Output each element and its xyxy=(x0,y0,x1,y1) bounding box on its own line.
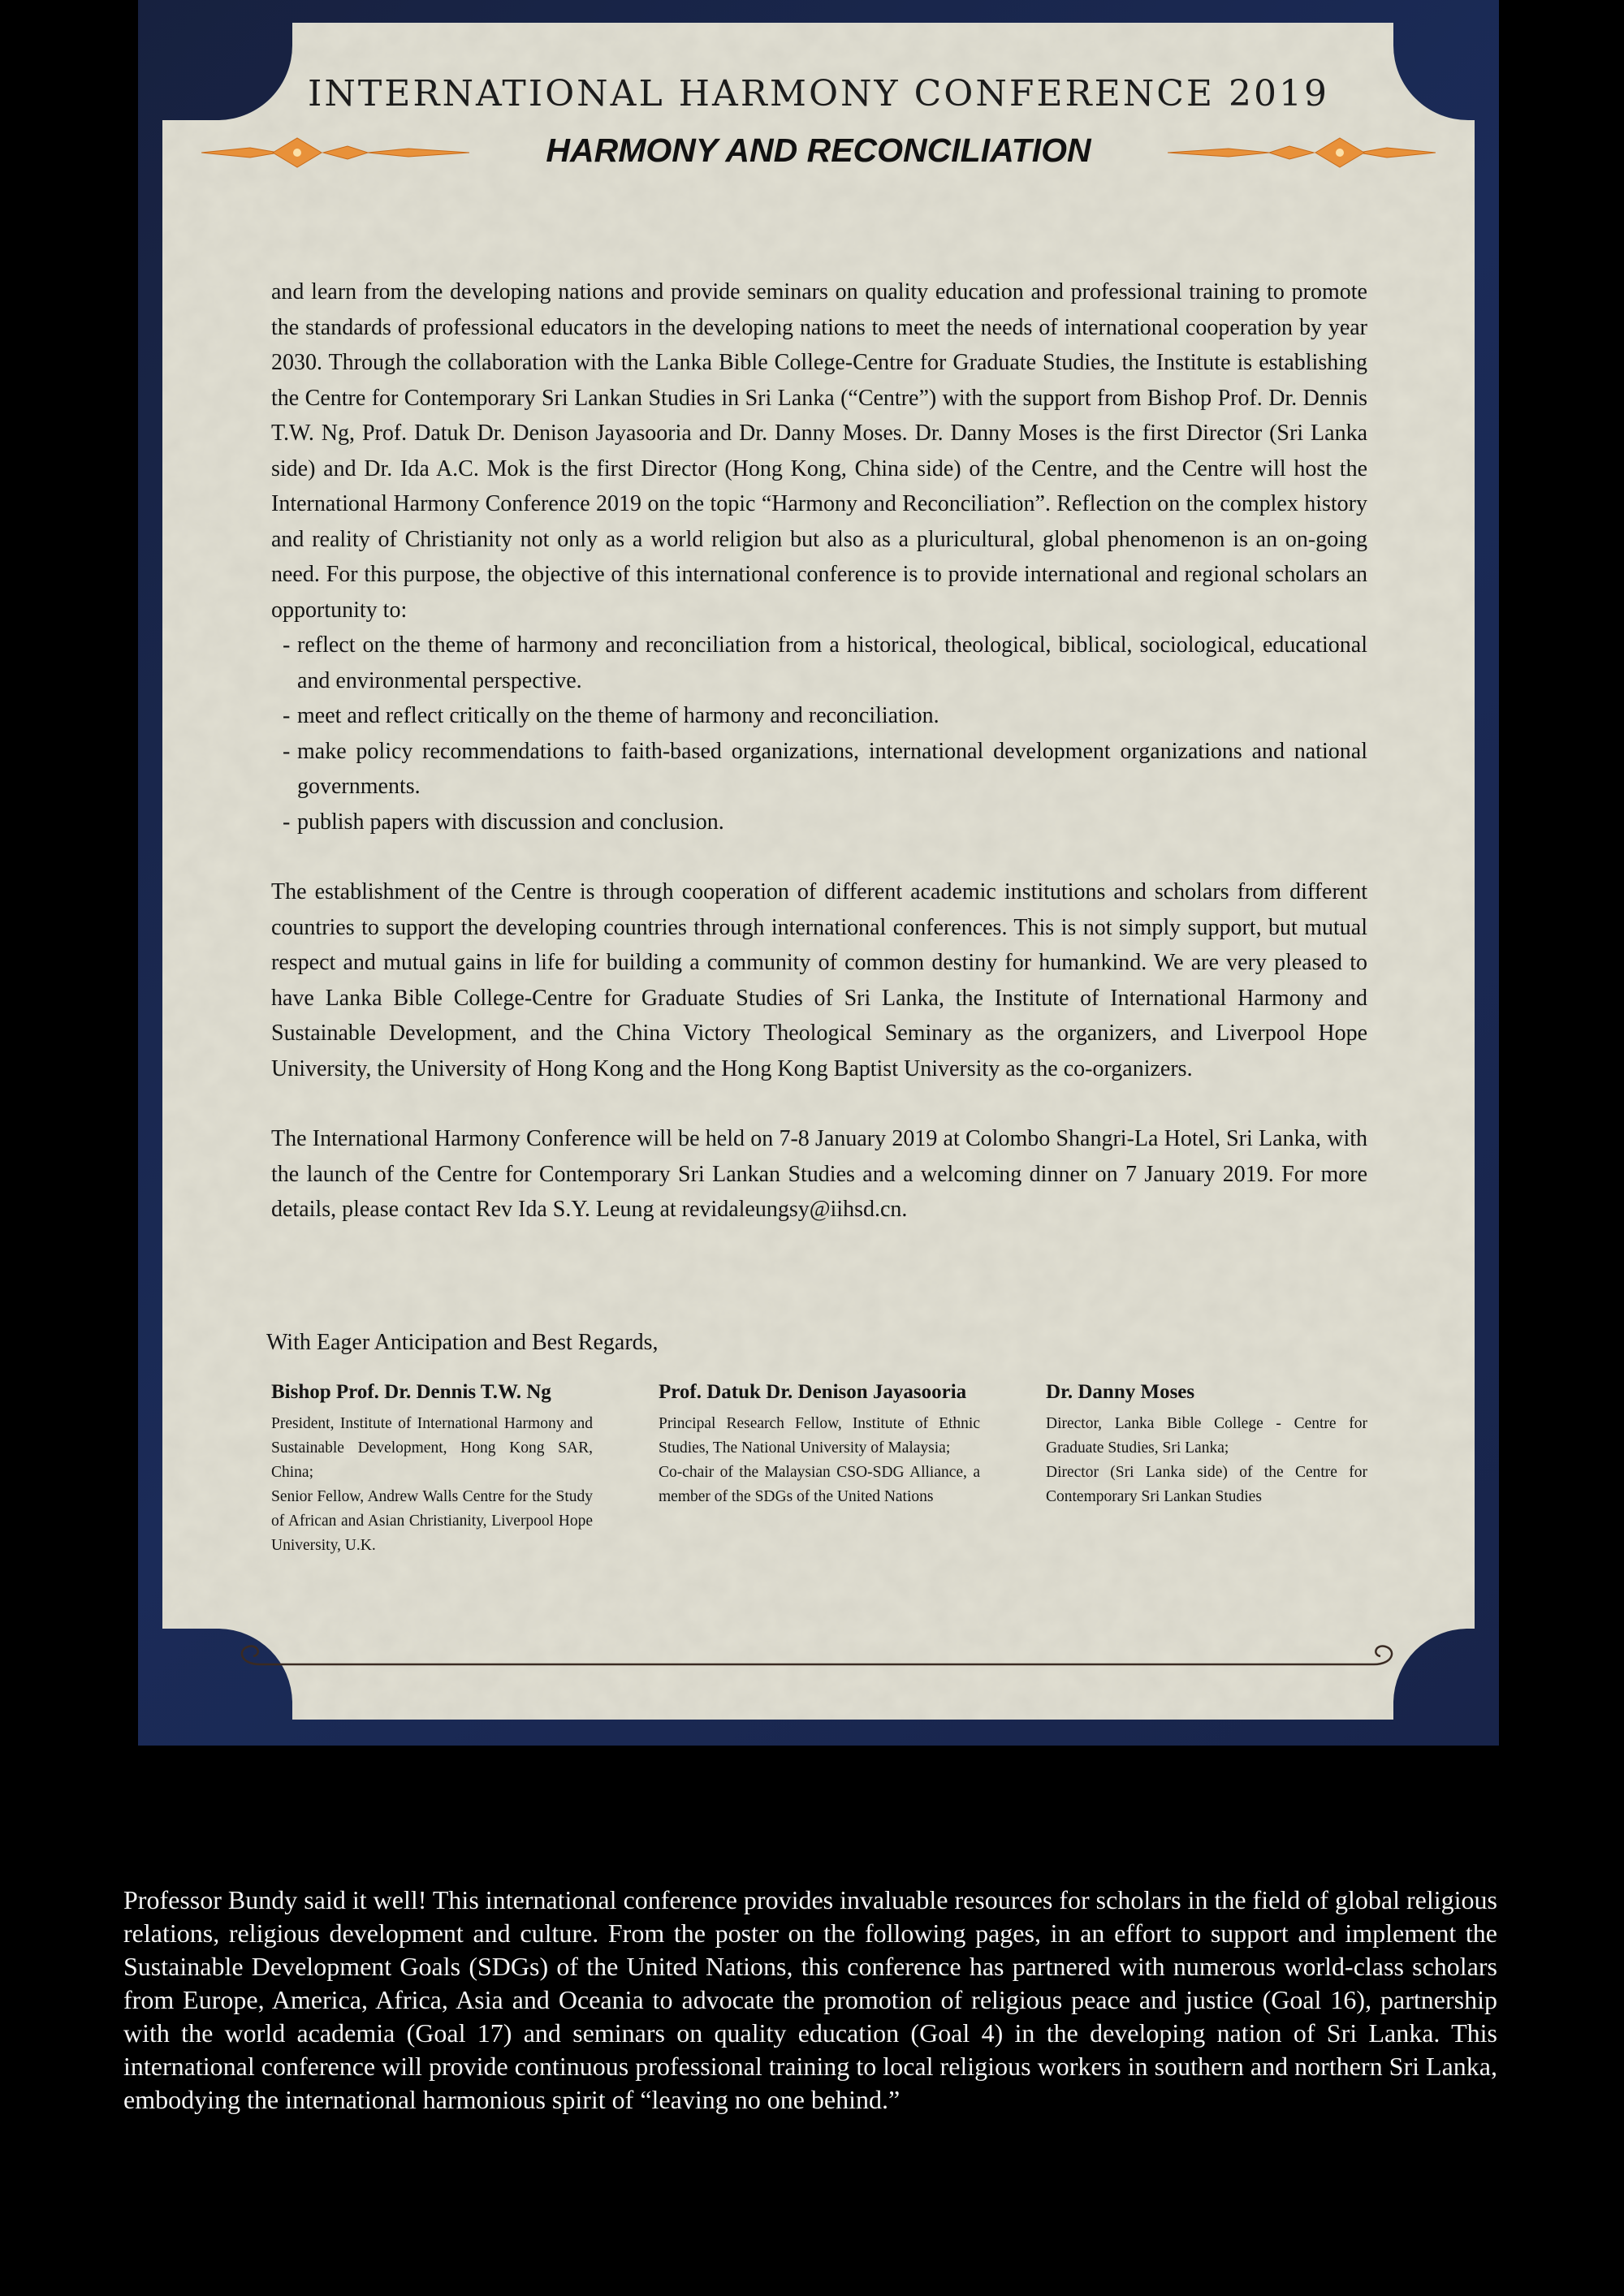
bullet-marker: - xyxy=(283,738,291,764)
poster-paper xyxy=(162,23,1475,1720)
objectives-list xyxy=(271,628,1367,839)
intro-paragraph: and learn from the developing nations and provide seminars on quality education and professional training to promote the standards of professional educators in the developing nations to meet the needs of international cooperation by year 2030. Through the collaboration with the Lanka Bible College-Centre for Graduate Studies, the Institute is establishing the Centre for Contemporary Sri Lankan Studies in Sri Lanka (“Centre”) with the support from Bishop Prof. Dr. Dennis T.W. Ng, Prof. Datuk Dr. Denison Jayasooria and Dr. Danny Moses. Dr. Danny Moses is the first Director (Sri Lanka side) and Dr. Ida A.C. Mok is the first Director (Hong Kong, China side) of the Centre, and the Centre will host the International Harmony Conference 2019 on the topic “Harmony and Reconciliation”. Reflection on the complex history and reality of Christianity not only as a world religion but also as a pluricultural, global phenomenon is an on-going need. For this purpose, the objective of this international conference is to provide international and regional scholars an opportunity to: xyxy=(271,279,1367,623)
event-details-paragraph: The International Harmony Conference will be held on 7-8 January 2019 at Colombo Shangri-La Hotel, Sri Lanka, with the launch of the Centre for Contemporary Sri Lankan Studies and a welcoming dinner on 7 January 2019. For more details, please contact Rev Ida S.Y. Leung at revidaleungsy@iihsd.cn. xyxy=(271,1126,1367,1222)
bullet-marker: - xyxy=(283,632,291,658)
bullet-marker: - xyxy=(283,809,291,835)
signatory-role: Director (Sri Lanka side) of the Centre for Contemporary Sri Lankan Studies xyxy=(1046,1464,1367,1505)
signatory-role: Senior Fellow, Andrew Walls Centre for the Study of African and Asian Christianity, Liverpool Hope University, U.K. xyxy=(271,1488,593,1554)
poster-body xyxy=(271,274,1367,1228)
list-item: - reflect on the theme of harmony and reconciliation from a historical, theological, biblical, sociological, educational and environmental perspective. xyxy=(271,628,1367,698)
signatory-name: Prof. Datuk Dr. Denison Jayasooria xyxy=(659,1381,967,1403)
signatory-name: Bishop Prof. Dr. Dennis T.W. Ng xyxy=(271,1381,551,1403)
list-item: - make policy recommendations to faith-based organizations, international development organizations and national governments. xyxy=(271,734,1367,805)
list-item: - meet and reflect critically on the theme of harmony and reconciliation. xyxy=(271,698,1367,734)
list-item: - publish papers with discussion and conclusion. xyxy=(271,805,1367,840)
signatory-role: President, Institute of International Harmony and Sustainable Development, Hong Kong SAR, China; xyxy=(271,1415,593,1481)
poster-title: INTERNATIONAL HARMONY CONFERENCE 2019 xyxy=(308,73,1329,114)
signatory-name: Dr. Danny Moses xyxy=(1046,1381,1195,1403)
signatory-role: Director, Lanka Bible College - Centre for Graduate Studies, Sri Lanka; xyxy=(1046,1415,1367,1457)
closing-regards: With Eager Anticipation and Best Regards, xyxy=(266,1330,659,1355)
page-caption: Professor Bundy said it well! This international conference provides invaluable resources for scholars in the field of global religious relations, religious development and culture. From the poster on the following pages, in an effort to support and implement the Sustainable Development Goals (SDGs) of the United Nations, this conference has partnered with numerous world-class scholars from Europe, America, Africa, Asia and Oceania to advocate the promotion of religious peace and justice (Goal 16), partnership with the world academia (Goal 17) and seminars on quality education (Goal 4) in the developing nation of Sri Lanka. This international conference will provide continuous professional training to local religious workers in southern and northern Sri Lanka, embodying the international harmonious spirit of “leaving no one behind.” xyxy=(123,1885,1497,2114)
signatory-role: Co-chair of the Malaysian CSO-SDG Alliance, a member of the SDGs of the United Nations xyxy=(659,1464,980,1505)
bullet-marker: - xyxy=(283,703,291,728)
signatory-block xyxy=(271,1380,593,1558)
poster-frame xyxy=(138,0,1499,1746)
signatory-block xyxy=(659,1380,980,1509)
signatory-role: Principal Research Fellow, Institute of Ethnic Studies, The National University of Malaysia; xyxy=(659,1415,980,1457)
ornament-right-icon xyxy=(1168,135,1436,170)
organizers-paragraph: The establishment of the Centre is through cooperation of different academic institutions and scholars from different countries to support the developing countries through international conferences. This is not simply support, but mutual respect and mutual gains in life for building a community of common destiny for humankind. We are very pleased to have Lanka Bible College-Centre for Graduate Studies of Sri Lanka, the Institute of International Harmony and Sustainable Development, and the China Victory Theological Seminary as the organizers, and Liverpool Hope University, the University of Hong Kong and the Hong Kong Baptist University as the co-organizers. xyxy=(271,879,1367,1081)
signatory-block xyxy=(1046,1380,1367,1509)
poster-subtitle: HARMONY AND RECONCILIATION xyxy=(546,132,1091,169)
